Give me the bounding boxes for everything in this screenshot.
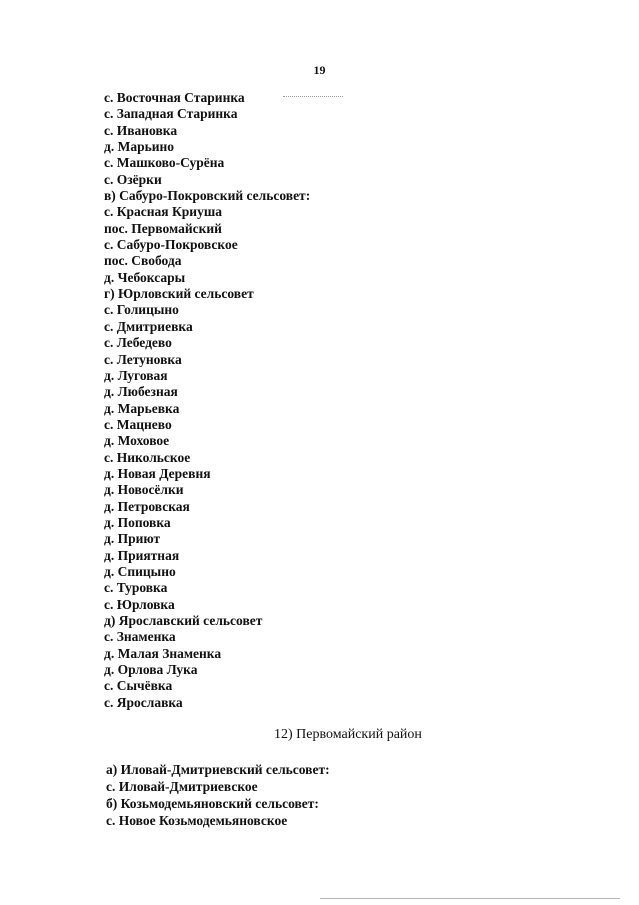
list-item: д. Приятная [104, 547, 180, 563]
district-heading: 12) Первомайский район [274, 727, 422, 742]
list-item: д. Новосёлки [104, 482, 184, 498]
list-item: д. Поповка [104, 514, 171, 530]
list-item: г) Юрловский сельсовет [104, 286, 254, 302]
list-item: с. Никольское [104, 449, 191, 465]
list-item: д. Марьино [104, 139, 175, 155]
list-item: д. Новая Деревня [104, 465, 211, 481]
list-item: д. Орлова Лука [104, 662, 198, 678]
list-item: д. Любезная [104, 384, 178, 400]
list-item: с. Сычёвка [104, 678, 173, 694]
list-item: д. Марьевка [104, 400, 180, 416]
list-item: д. Малая Знаменка [104, 645, 222, 661]
list-item: д) Ярославский сельсовет [104, 613, 263, 628]
list-item: д. Приют [104, 531, 161, 547]
list-item: с. Озёрки [104, 171, 162, 187]
list-item: с. Ивановка [104, 122, 178, 138]
list-item: с. Голицыно [104, 302, 179, 318]
list-item: с. Ярославка [104, 694, 183, 710]
list-item: д. Чебоксары [104, 269, 186, 285]
list-item: с. Мацнево [104, 416, 172, 432]
list-item: д. Моховое [104, 433, 170, 449]
council-list [106, 761, 330, 829]
list-item: с. Дмитриевка [104, 318, 193, 334]
list-item: б) Козьмодемьяновский сельсовет: [106, 796, 319, 811]
list-item: пос. Первомайский [104, 220, 222, 236]
list-item: с. Туровка [104, 580, 168, 596]
list-item: с. Машково-Сурёна [104, 155, 225, 171]
list-item: с. Летуновка [104, 351, 182, 367]
list-item: с. Новое Козьмодемьяновское [106, 813, 288, 828]
page-number: 19 [313, 63, 326, 77]
list-item: с. Юрловка [104, 596, 175, 612]
list-item: с. Красная Криуша [104, 204, 222, 220]
list-item: с. Лебедево [104, 335, 172, 351]
list-item: с. Сабуро-Покровское [104, 237, 238, 253]
list-item: д. Луговая [104, 367, 168, 383]
list-item: д. Спицыно [104, 563, 176, 579]
list-item: с. Иловай-Дмитриевское [106, 779, 258, 794]
scan-artifact-line [320, 898, 620, 899]
list-item: а) Иловай-Дмитриевский сельсовет: [106, 762, 330, 777]
list-item: с. Восточная Старинка [104, 90, 245, 105]
list-item: д. Петровская [104, 498, 190, 514]
list-item: в) Сабуро-Покровский сельсовет: [104, 188, 311, 204]
list-item: пос. Свобода [104, 253, 182, 269]
settlement-list [104, 90, 310, 711]
list-item: с. Западная Старинка [104, 106, 238, 122]
list-item: с. Знаменка [104, 629, 176, 645]
